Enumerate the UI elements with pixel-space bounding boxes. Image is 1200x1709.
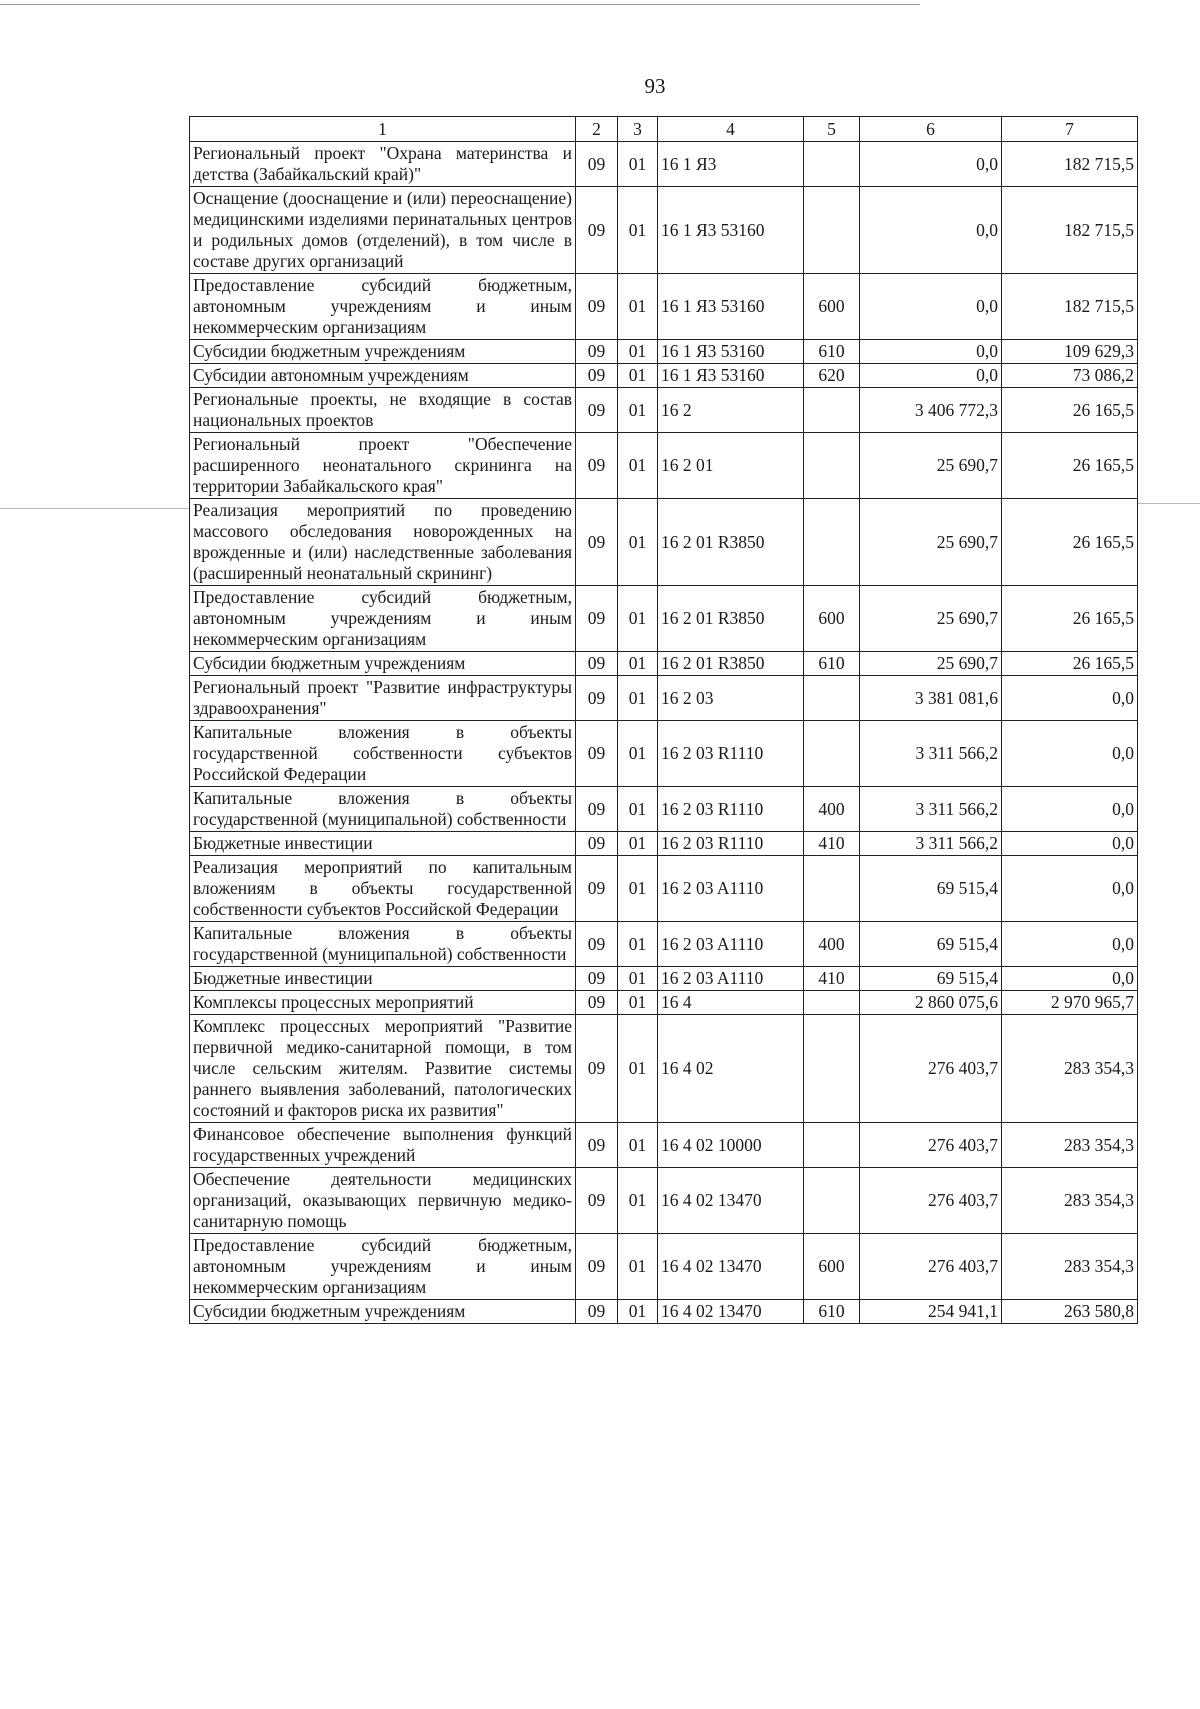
row-target-article: 16 2 03 A1110 (658, 967, 804, 991)
row-name: Региональный проект "Обеспечение расширенного неонатального скрининга на территории Забайкальского края" (190, 433, 576, 499)
row-section: 09 (576, 832, 618, 856)
table-row (190, 1123, 1138, 1168)
row-expense-type: 600 (804, 1234, 860, 1300)
row-expense-type: 610 (804, 1300, 860, 1324)
row-section: 09 (576, 652, 618, 676)
row-amount-year-1: 254 941,1 (860, 1300, 1002, 1324)
row-section: 09 (576, 274, 618, 340)
row-subsection: 01 (618, 721, 658, 787)
row-subsection: 01 (618, 1234, 658, 1300)
column-header: 5 (804, 117, 860, 142)
row-subsection: 01 (618, 364, 658, 388)
column-header: 7 (1002, 117, 1138, 142)
row-name: Региональный проект "Развитие инфраструктуры здравоохранения" (190, 676, 576, 721)
row-amount-year-1: 25 690,7 (860, 433, 1002, 499)
row-target-article: 16 4 02 13470 (658, 1168, 804, 1234)
row-target-article: 16 4 02 13470 (658, 1300, 804, 1324)
row-name: Капитальные вложения в объекты государственной собственности субъектов Российской Федерации (190, 721, 576, 787)
row-subsection: 01 (618, 856, 658, 922)
row-amount-year-2: 0,0 (1002, 721, 1138, 787)
row-expense-type: 610 (804, 340, 860, 364)
row-amount-year-1: 276 403,7 (860, 1015, 1002, 1123)
row-amount-year-1: 69 515,4 (860, 856, 1002, 922)
row-amount-year-2: 0,0 (1002, 676, 1138, 721)
scan-artifact-top (0, 4, 920, 5)
table-row (190, 856, 1138, 922)
row-expense-type (804, 1168, 860, 1234)
row-name: Капитальные вложения в объекты государственной (муниципальной) собственности (190, 922, 576, 967)
row-name: Субсидии автономным учреждениям (190, 364, 576, 388)
table-row (190, 832, 1138, 856)
row-amount-year-2: 182 715,5 (1002, 142, 1138, 187)
table-row (190, 991, 1138, 1015)
table-row (190, 586, 1138, 652)
column-header: 3 (618, 117, 658, 142)
row-subsection: 01 (618, 586, 658, 652)
row-subsection: 01 (618, 274, 658, 340)
row-name: Реализация мероприятий по проведению массового обследования новорожденных на врожденные и (или) наследственные заболевания (расширенный неонатальный скрининг) (190, 499, 576, 586)
row-amount-year-2: 0,0 (1002, 967, 1138, 991)
row-target-article: 16 2 03 R1110 (658, 787, 804, 832)
row-expense-type: 610 (804, 652, 860, 676)
row-name: Бюджетные инвестиции (190, 967, 576, 991)
row-amount-year-2: 109 629,3 (1002, 340, 1138, 364)
row-amount-year-1: 25 690,7 (860, 499, 1002, 586)
row-amount-year-2: 26 165,5 (1002, 652, 1138, 676)
row-amount-year-1: 3 381 081,6 (860, 676, 1002, 721)
row-expense-type: 620 (804, 364, 860, 388)
row-expense-type: 400 (804, 922, 860, 967)
row-section: 09 (576, 586, 618, 652)
row-name: Бюджетные инвестиции (190, 832, 576, 856)
row-amount-year-1: 0,0 (860, 364, 1002, 388)
row-amount-year-1: 0,0 (860, 142, 1002, 187)
row-amount-year-2: 26 165,5 (1002, 499, 1138, 586)
table-row (190, 1234, 1138, 1300)
row-subsection: 01 (618, 787, 658, 832)
row-subsection: 01 (618, 991, 658, 1015)
table-row (190, 676, 1138, 721)
row-expense-type: 600 (804, 586, 860, 652)
column-header: 6 (860, 117, 1002, 142)
row-name: Субсидии бюджетным учреждениям (190, 652, 576, 676)
row-target-article: 16 4 02 (658, 1015, 804, 1123)
table-row (190, 388, 1138, 433)
row-subsection: 01 (618, 1123, 658, 1168)
row-section: 09 (576, 1300, 618, 1324)
row-subsection: 01 (618, 1300, 658, 1324)
row-expense-type (804, 433, 860, 499)
row-target-article: 16 2 03 (658, 676, 804, 721)
row-subsection: 01 (618, 187, 658, 274)
row-amount-year-1: 3 311 566,2 (860, 787, 1002, 832)
row-amount-year-2: 283 354,3 (1002, 1234, 1138, 1300)
row-amount-year-2: 0,0 (1002, 832, 1138, 856)
column-header: 2 (576, 117, 618, 142)
row-subsection: 01 (618, 1168, 658, 1234)
row-amount-year-2: 283 354,3 (1002, 1168, 1138, 1234)
row-name: Комплексы процессных мероприятий (190, 991, 576, 1015)
table-row (190, 340, 1138, 364)
table-row (190, 433, 1138, 499)
row-expense-type (804, 856, 860, 922)
row-section: 09 (576, 787, 618, 832)
row-subsection: 01 (618, 922, 658, 967)
row-amount-year-2: 263 580,8 (1002, 1300, 1138, 1324)
row-amount-year-1: 25 690,7 (860, 586, 1002, 652)
scan-artifact-right (1137, 503, 1200, 504)
row-section: 09 (576, 340, 618, 364)
row-expense-type (804, 388, 860, 433)
row-subsection: 01 (618, 433, 658, 499)
table-body (190, 142, 1138, 1324)
row-amount-year-2: 283 354,3 (1002, 1015, 1138, 1123)
row-target-article: 16 2 03 A1110 (658, 856, 804, 922)
row-target-article: 16 2 01 R3850 (658, 652, 804, 676)
row-target-article: 16 2 01 (658, 433, 804, 499)
row-amount-year-1: 0,0 (860, 187, 1002, 274)
row-subsection: 01 (618, 142, 658, 187)
table-row (190, 1168, 1138, 1234)
table-row (190, 1300, 1138, 1324)
row-subsection: 01 (618, 1015, 658, 1123)
row-name: Реализация мероприятий по капитальным вложениям в объекты государственной собственности субъектов Российской Федерации (190, 856, 576, 922)
row-name: Комплекс процессных мероприятий "Развитие первичной медико-санитарной помощи, в том числе сельским жителям. Развитие системы раннего выявления заболеваний, патологических состояний и факторов риска их развития" (190, 1015, 576, 1123)
row-subsection: 01 (618, 499, 658, 586)
row-amount-year-1: 69 515,4 (860, 922, 1002, 967)
header-row (190, 117, 1138, 142)
row-section: 09 (576, 364, 618, 388)
row-section: 09 (576, 1015, 618, 1123)
table-row (190, 967, 1138, 991)
row-expense-type: 410 (804, 967, 860, 991)
row-expense-type (804, 1123, 860, 1168)
row-section: 09 (576, 499, 618, 586)
table-row (190, 1015, 1138, 1123)
row-name: Региональный проект "Охрана материнства и детства (Забайкальский край)" (190, 142, 576, 187)
row-expense-type (804, 499, 860, 586)
row-name: Финансовое обеспечение выполнения функций государственных учреждений (190, 1123, 576, 1168)
row-amount-year-1: 69 515,4 (860, 967, 1002, 991)
row-target-article: 16 1 Я3 53160 (658, 364, 804, 388)
row-subsection: 01 (618, 832, 658, 856)
row-amount-year-2: 73 086,2 (1002, 364, 1138, 388)
row-target-article: 16 1 Я3 53160 (658, 274, 804, 340)
scan-artifact-left (0, 508, 190, 509)
table-row (190, 922, 1138, 967)
row-section: 09 (576, 991, 618, 1015)
row-section: 09 (576, 1168, 618, 1234)
row-amount-year-2: 283 354,3 (1002, 1123, 1138, 1168)
row-name: Предоставление субсидий бюджетным, автономным учреждениям и иным некоммерческим организациям (190, 274, 576, 340)
table-row (190, 721, 1138, 787)
row-expense-type: 600 (804, 274, 860, 340)
row-name: Предоставление субсидий бюджетным, автономным учреждениям и иным некоммерческим организациям (190, 586, 576, 652)
row-target-article: 16 4 02 10000 (658, 1123, 804, 1168)
row-target-article: 16 4 (658, 991, 804, 1015)
row-amount-year-2: 182 715,5 (1002, 274, 1138, 340)
row-section: 09 (576, 1123, 618, 1168)
row-amount-year-2: 0,0 (1002, 922, 1138, 967)
row-target-article: 16 2 03 A1110 (658, 922, 804, 967)
table-row (190, 142, 1138, 187)
table-row (190, 652, 1138, 676)
budget-table (189, 116, 1138, 1324)
row-subsection: 01 (618, 967, 658, 991)
row-amount-year-2: 26 165,5 (1002, 388, 1138, 433)
column-header: 4 (658, 117, 804, 142)
row-target-article: 16 2 01 R3850 (658, 499, 804, 586)
row-name: Обеспечение деятельности медицинских организаций, оказывающих первичную медико-санитарную помощь (190, 1168, 576, 1234)
row-target-article: 16 2 01 R3850 (658, 586, 804, 652)
row-section: 09 (576, 676, 618, 721)
row-subsection: 01 (618, 388, 658, 433)
row-amount-year-1: 3 311 566,2 (860, 832, 1002, 856)
row-target-article: 16 2 03 R1110 (658, 721, 804, 787)
row-amount-year-1: 2 860 075,6 (860, 991, 1002, 1015)
row-section: 09 (576, 433, 618, 499)
row-amount-year-2: 0,0 (1002, 787, 1138, 832)
row-expense-type (804, 676, 860, 721)
row-amount-year-1: 276 403,7 (860, 1234, 1002, 1300)
row-expense-type (804, 187, 860, 274)
row-amount-year-1: 3 311 566,2 (860, 721, 1002, 787)
row-subsection: 01 (618, 340, 658, 364)
row-name: Региональные проекты, не входящие в состав национальных проектов (190, 388, 576, 433)
row-section: 09 (576, 1234, 618, 1300)
table-row (190, 187, 1138, 274)
row-target-article: 16 2 (658, 388, 804, 433)
row-subsection: 01 (618, 652, 658, 676)
row-section: 09 (576, 967, 618, 991)
row-expense-type (804, 991, 860, 1015)
row-section: 09 (576, 856, 618, 922)
row-amount-year-1: 3 406 772,3 (860, 388, 1002, 433)
row-target-article: 16 2 03 R1110 (658, 832, 804, 856)
row-name: Субсидии бюджетным учреждениям (190, 340, 576, 364)
row-subsection: 01 (618, 676, 658, 721)
row-expense-type: 410 (804, 832, 860, 856)
row-name: Оснащение (дооснащение и (или) переоснащение) медицинскими изделиями перинатальных центров и родильных домов (отделений), в том числе в составе других организаций (190, 187, 576, 274)
row-section: 09 (576, 721, 618, 787)
row-amount-year-1: 276 403,7 (860, 1123, 1002, 1168)
table-row (190, 499, 1138, 586)
row-section: 09 (576, 922, 618, 967)
row-name: Субсидии бюджетным учреждениям (190, 1300, 576, 1324)
column-header: 1 (190, 117, 576, 142)
row-section: 09 (576, 388, 618, 433)
row-target-article: 16 1 Я3 53160 (658, 340, 804, 364)
row-amount-year-1: 0,0 (860, 340, 1002, 364)
row-name: Капитальные вложения в объекты государственной (муниципальной) собственности (190, 787, 576, 832)
row-amount-year-1: 25 690,7 (860, 652, 1002, 676)
row-expense-type (804, 142, 860, 187)
table-row (190, 274, 1138, 340)
row-amount-year-2: 0,0 (1002, 856, 1138, 922)
row-amount-year-2: 2 970 965,7 (1002, 991, 1138, 1015)
page-number: 93 (644, 74, 666, 98)
row-target-article: 16 1 Я3 53160 (658, 187, 804, 274)
row-section: 09 (576, 142, 618, 187)
row-amount-year-2: 26 165,5 (1002, 586, 1138, 652)
row-expense-type: 400 (804, 787, 860, 832)
row-amount-year-2: 182 715,5 (1002, 187, 1138, 274)
table-row (190, 787, 1138, 832)
row-amount-year-2: 26 165,5 (1002, 433, 1138, 499)
row-section: 09 (576, 187, 618, 274)
row-amount-year-1: 276 403,7 (860, 1168, 1002, 1234)
row-target-article: 16 1 Я3 (658, 142, 804, 187)
row-expense-type (804, 1015, 860, 1123)
row-name: Предоставление субсидий бюджетным, автономным учреждениям и иным некоммерческим организациям (190, 1234, 576, 1300)
row-amount-year-1: 0,0 (860, 274, 1002, 340)
table-row (190, 364, 1138, 388)
row-target-article: 16 4 02 13470 (658, 1234, 804, 1300)
row-expense-type (804, 721, 860, 787)
